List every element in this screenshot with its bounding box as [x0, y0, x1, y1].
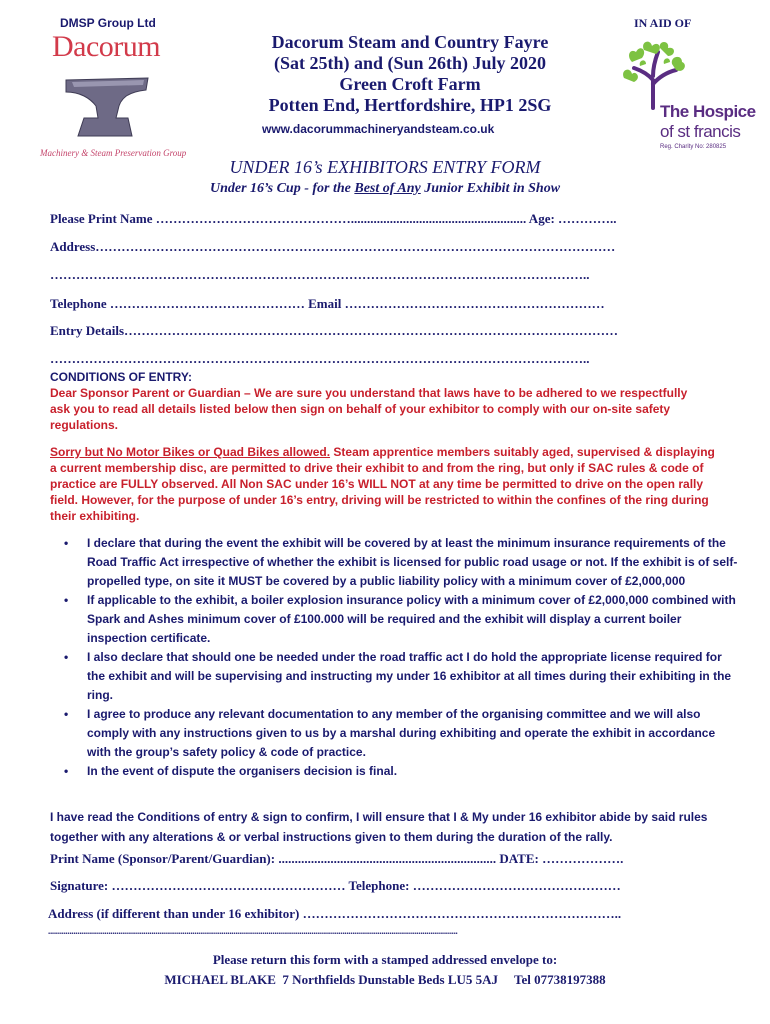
- conditions-heading: CONDITIONS OF ENTRY:: [50, 370, 192, 384]
- event-venue: Green Croft Farm: [339, 74, 481, 94]
- list-item: • In the event of dispute the organisers decision is final.: [60, 762, 740, 781]
- dacorum-logo: [40, 30, 187, 158]
- address-continued-field[interactable]: ……………………………………………………………………………………………………………..: [50, 267, 590, 282]
- address-field[interactable]: Address…………………………………………………………………………………………………………: [50, 239, 616, 254]
- name-age-field[interactable]: Please Print Name ………………………………………...................................................... Age: …………..: [50, 211, 617, 226]
- anvil-icon: [58, 70, 158, 145]
- print-name-date-field[interactable]: Print Name (Sponsor/Parent/Guardian): ................................................................... DATE: ……………….: [50, 851, 624, 866]
- list-item: • I declare that during the event the exhibit will be covered by at least the minimum insurance requirements of the Road Traffic Act irrespective of whether the exhibit is licensed for public road usage or not. If the exhibit is of self-propelled type, on site it MUST be covered by a public liability policy with a minimum cover of £2,000,000: [60, 534, 740, 591]
- alt-address-field[interactable]: Address (if different than under 16 exhibitor) ………………………………………………………………..: [48, 906, 622, 921]
- list-item: • I also declare that should one be needed under the road traffic act I do hold the appropriate license required for the exhibit and will be supervising and instructing my under 16 exhibitor at all times during their exhibiting in the ring.: [60, 648, 740, 705]
- telephone-email-field[interactable]: Telephone ……………………………………… Email ……………………………………………………: [50, 296, 605, 311]
- event-website: www.dacorummachineryandsteam.co.uk: [262, 122, 495, 136]
- subtitle-part: Under 16’s Cup - for the: [209, 181, 355, 196]
- dacorum-logo-tagline: Machinery & Steam Preservation Group: [40, 148, 187, 158]
- vehicle-restrictions: [50, 444, 720, 524]
- subtitle-part: Junior Exhibit in Show: [420, 181, 561, 196]
- signature-telephone-field[interactable]: Signature: ……………………………………………… Telephone: …………………………………………: [50, 878, 621, 893]
- subtitle-underlined: Best of Any: [354, 181, 421, 196]
- event-name: Dacorum Steam and Country Fayre: [271, 32, 549, 52]
- no-motorbikes-notice: Sorry but No Motor Bikes or Quad Bikes allowed.: [50, 445, 331, 459]
- event-details: [240, 32, 580, 116]
- event-dates: (Sat 25th) and (Sun 26th) July 2020: [273, 53, 547, 73]
- list-item: • I agree to produce any relevant documentation to any member of the organising committee and we will also comply with any instructions given to us by a marshal during exhibiting and operate the exhibit in accordance with the group’s safety policy & code of practice.: [60, 705, 740, 762]
- declaration-list: [60, 534, 740, 781]
- alt-address-continued-field[interactable]: ..................................................................................................................................................................................................................: [48, 926, 458, 936]
- entry-details-field[interactable]: Entry Details……………………………………………………………………………………………………: [50, 323, 619, 338]
- charity-number: Reg. Charity No: 280825: [660, 144, 727, 150]
- tree-icon: [620, 40, 690, 110]
- confirmation-statement: I have read the Conditions of entry & sign to confirm, I will ensure that I & My under 16 exhibitor abide by said rules together with any alterations & or verbal instructions given to them during the duration of the rally.: [50, 810, 708, 844]
- dacorum-logo-text: Dacorum: [52, 30, 161, 63]
- hospice-name: The Hospice: [660, 102, 756, 121]
- driving-rules: Steam apprentice members suitably aged, supervised & displaying a current membership disc, are permitted to drive their exhibit to and from the ring, but only if SAC rules & code of practice are FULLY observed. All Non SAC under 16’s WILL NOT at any time be permitted to drive on the open rally field. However, for the purpose of under 16’s entry, driving will be restricted to within the confines of the ring during their exhibiting.: [50, 445, 715, 523]
- return-instructions: Please return this form with a stamped addressed envelope to:: [212, 952, 558, 967]
- conditions-intro: Dear Sponsor Parent or Guardian – We are sure you understand that laws have to be adhered to we respectfully ask you to read all details listed below then sign on behalf of your exhibitor to comply with our on-site safety regulations.: [50, 386, 688, 432]
- in-aid-of-label: IN AID OF: [634, 16, 692, 30]
- event-location: Potten End, Hertfordshire, HP1 2SG: [268, 95, 552, 115]
- entry-details-continued-field[interactable]: ……………………………………………………………………………………………………………..: [50, 351, 590, 366]
- hospice-name-2: of st francis: [660, 122, 741, 141]
- return-address: MICHAEL BLAKE 7 Northfields Dunstable Beds LU5 5AJ Tel 07738197388: [164, 972, 606, 987]
- organisation-name: DMSP Group Ltd: [60, 16, 156, 30]
- form-subtitle: [0, 181, 770, 197]
- hospice-logo: [620, 40, 756, 160]
- form-title: UNDER 16’s EXHIBITORS ENTRY FORM: [229, 157, 541, 177]
- list-item: • If applicable to the exhibit, a boiler explosion insurance policy with a minimum cover of £2,000,000 combined with Spark and Ashes minimum cover of £100.000 will be required and the exhibit will display a current boiler inspection certificate.: [60, 591, 740, 648]
